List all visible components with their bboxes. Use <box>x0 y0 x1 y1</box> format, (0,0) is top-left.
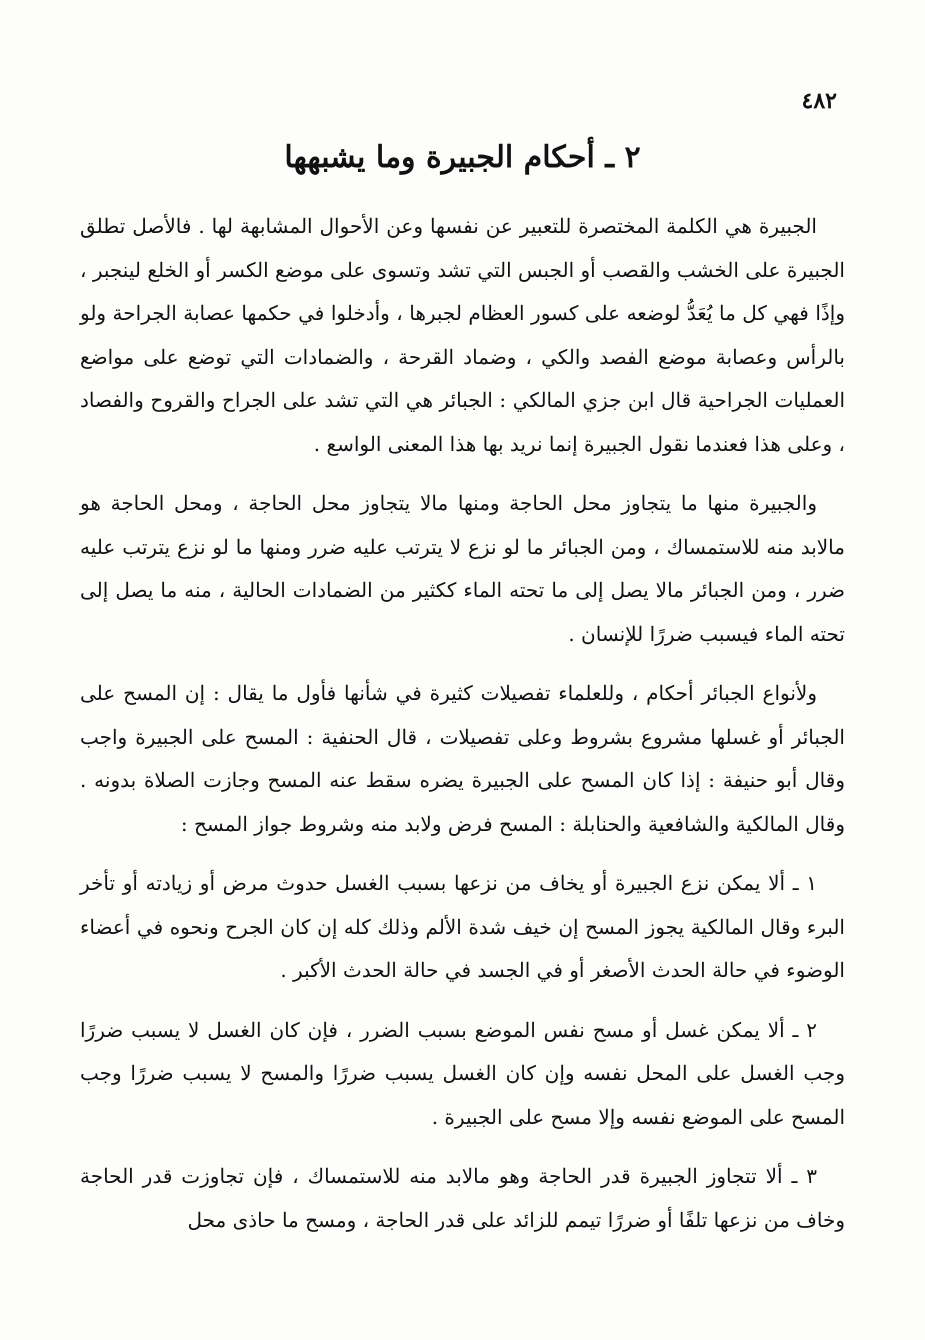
body-text <box>80 205 845 1242</box>
paragraph-types: والجبيرة منها ما يتجاوز محل الحاجة ومنها مالا يتجاوز محل الحاجة ، ومحل الحاجة هو مالابد منه للاستمساك ، ومن الجبائر ما لو نزع لا يترتب عليه ضرر ومنها ما لو نزع يترتب عليه ضرر ، ومن الجبائر مالا يصل إلى ما تحته الماء ككثير من الضمادات الحالية ، منه ما يصل إلى تحته الماء فيسبب ضررًا للإنسان . <box>80 491 845 646</box>
paragraph-rulings: ولأنواع الجبائر أحكام ، وللعلماء تفصيلات كثيرة في شأنها فأول ما يقال : إن المسح على الجبائر أو غسلها مشروع بشروط وعلى تفصيلات ، قال الحنفية : المسح على الجبيرة واجب وقال أبو حنيفة : إذا كان المسح على الجبيرة يضره سقط عنه المسح وجازت الصلاة بدونه . وقال المالكية والشافعية والحنابلة : المسح فرض ولابد منه وشروط جواز المسح : <box>80 681 845 836</box>
condition-item-3: ٣ ـ ألا تتجاوز الجبيرة قدر الحاجة وهو مالابد منه للاستمساك ، فإن تجاوزت قدر الحاجة وخاف من نزعها تلفًا أو ضررًا تيمم للزائد على قدر الحاجة ، ومسح ما حاذى محل <box>80 1164 845 1232</box>
condition-item-2: ٢ ـ ألا يمكن غسل أو مسح نفس الموضع بسبب الضرر ، فإن كان الغسل لا يسبب ضررًا وجب الغسل على المحل نفسه وإن كان الغسل يسبب ضررًا والمسح لا يسبب ضررًا وجب المسح على الموضع نفسه وإلا مسح على الجبيرة . <box>80 1017 845 1129</box>
section-title: ٢ ـ أحكام الجبيرة وما يشبهها <box>284 140 641 175</box>
condition-item-1: ١ ـ ألا يمكن نزع الجبيرة أو يخاف من نزعها بسبب الغسل حدوث مرض أو زيادته أو تأخر البرء وقال المالكية يجوز المسح إن خيف شدة الألم وذلك كله إن كان الجرح ونحوه في أعضاء الوضوء في حالة الحدث الأصغر أو في الجسد في حالة الحدث الأكبر . <box>80 871 845 982</box>
paragraph-definition: الجبيرة هي الكلمة المختصرة للتعبير عن نفسها وعن الأحوال المشابهة لها . فالأصل تطلق الجبيرة على الخشب والقصب أو الجبس التي تشد وتسوى على موضع الكسر أو الخلع لينجبر ، وإذًا فهي كل ما يُعَدُّ لوضعه على كسور العظام لجبرها ، وأدخلوا في حكمها عصابة الجراحة ولو بالرأس وعصابة موضع الفصد والكي ، وضماد القرحة ، والضمادات التي توضع على مواضع العمليات الجراحية قال ابن جزي المالكي : الجبائر هي التي تشد على الجراح والقروح والفصاد ، وعلى هذا فعندما نقول الجبيرة إنما نريد بها هذا المعنى الواسع . <box>80 214 845 456</box>
page-number: ٤٨٢ <box>801 88 837 114</box>
